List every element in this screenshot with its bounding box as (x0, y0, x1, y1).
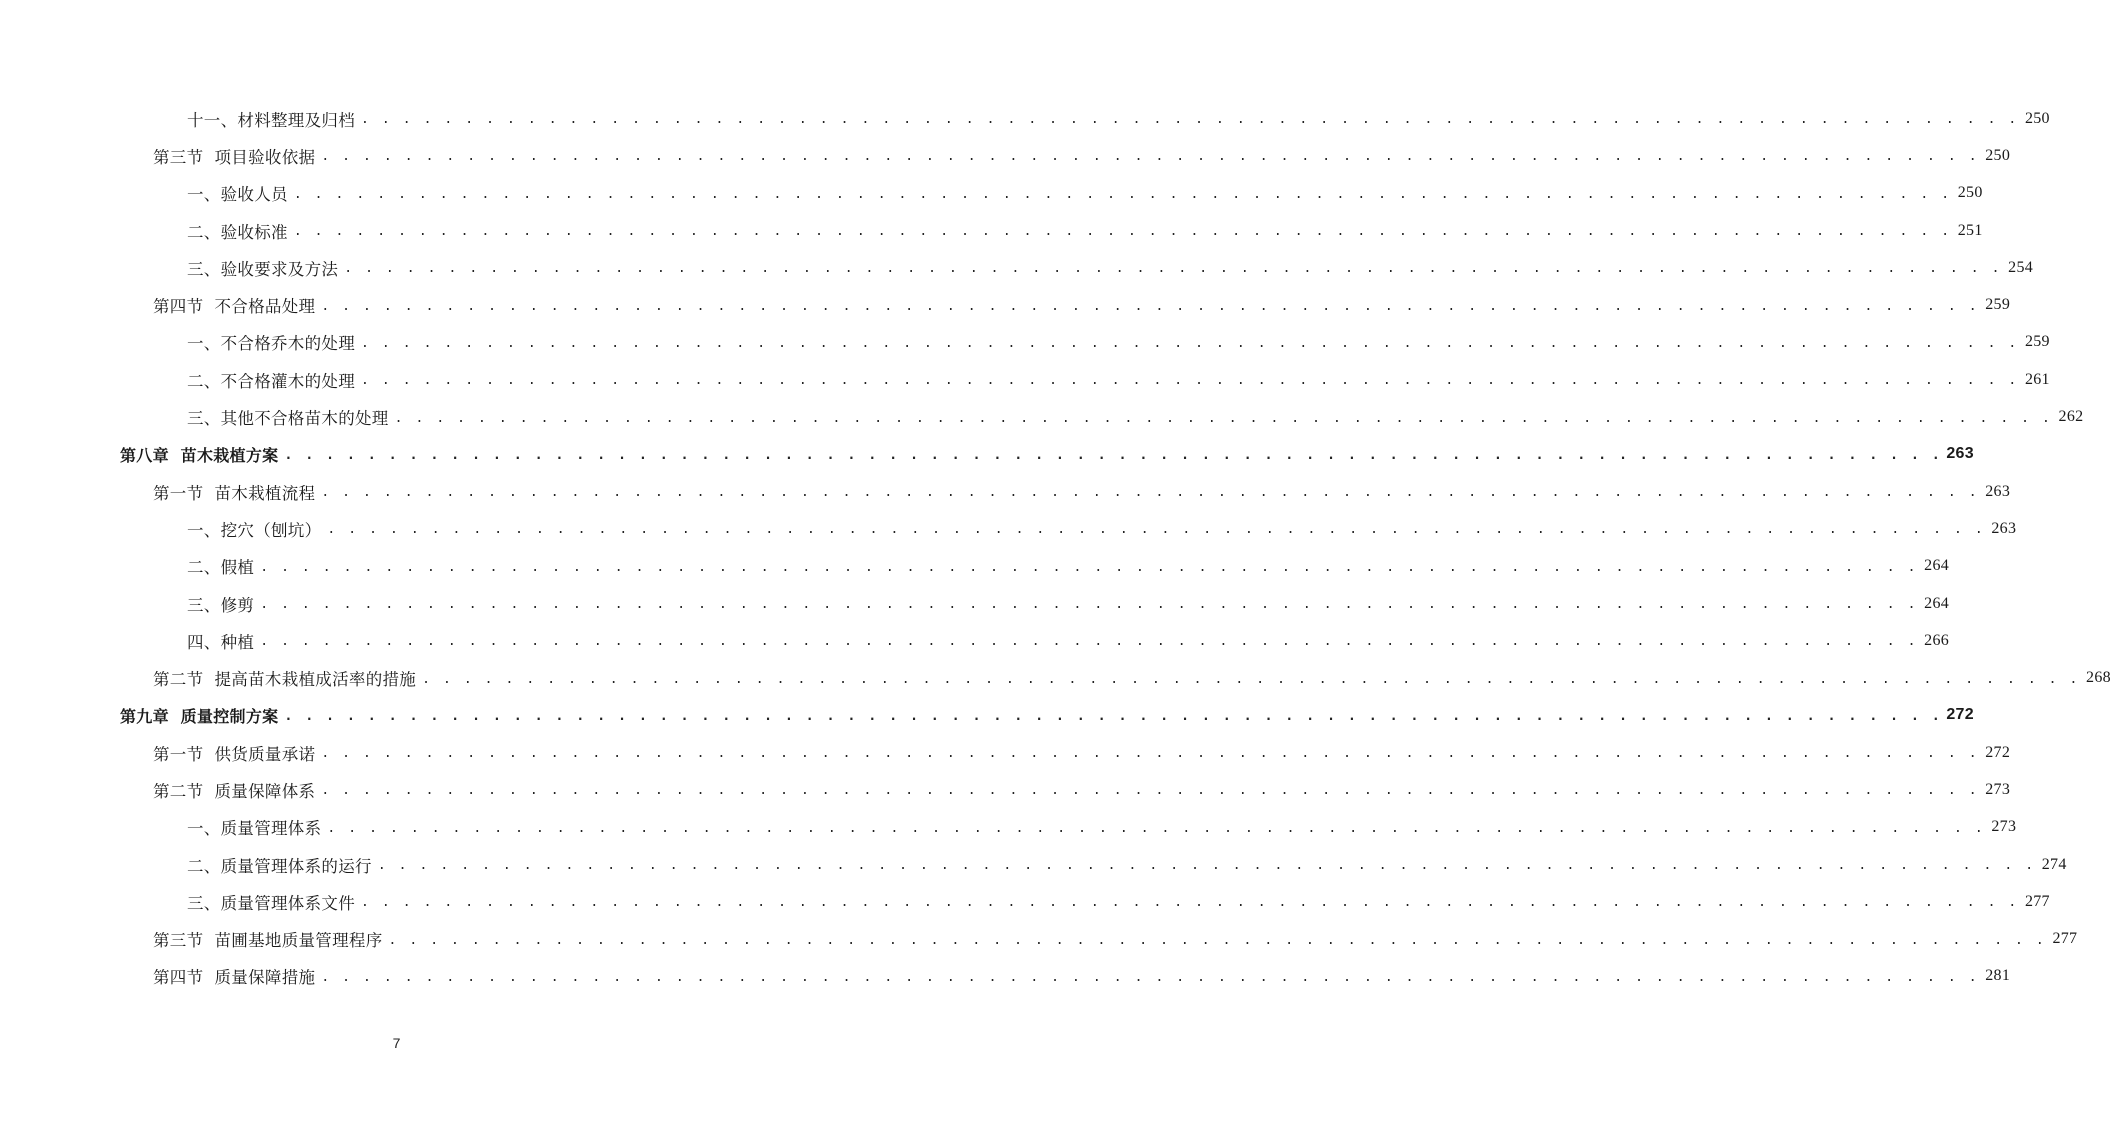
toc-dot-leader: . . . . . . . . . . . . . . . . . . . . . . . . . . . . . . . . . . . . . . . . . . . . . . . . . . . . . . . . . . . . . . . . . . . . . . . . . . . . . . . . (293, 186, 1952, 202)
toc-entry-title: 质量保障措施 (214, 968, 316, 988)
toc-dot-leader: . . . . . . . . . . . . . . . . . . . . . . . . . . . . . . . . . . . . . . . . . . . . . . . . . . . . . . . . . . . . . . . . . . . . . . . . . . . . . . . . (284, 447, 1943, 463)
toc-entry-number: 四、 (187, 632, 221, 652)
toc-section-entry[interactable] (0, 958, 2011, 995)
toc-entry-title: 提高苗木栽植成活率的措施 (214, 670, 417, 690)
toc-entry-page: 281 (1985, 967, 2011, 985)
toc-entry-page: 261 (2024, 370, 2050, 388)
toc-entry-page: 266 (1924, 631, 1950, 649)
toc-entry-title: 质量保障体系 (214, 781, 316, 801)
toc-dot-leader: . . . . . . . . . . . . . . . . . . . . . . . . . . . . . . . . . . . . . . . . . . . . . . . . . . . . . . . . . . . . . . . . . . . . . . . . . . . . . . . . (422, 671, 2080, 687)
toc-dot-leader: . . . . . . . . . . . . . . . . . . . . . . . . . . . . . . . . . . . . . . . . . . . . . . . . . . . . . . . . . . . . . . . . . . . . . . . . . . . . . . . . (284, 708, 1943, 724)
toc-entry-number: 三、 (187, 259, 221, 279)
toc-subsection-entry[interactable] (0, 809, 2017, 846)
toc-entry-page: 264 (1924, 557, 1950, 575)
toc-entry-page: 251 (1957, 221, 1983, 239)
toc-entry-number: 一、 (187, 334, 221, 354)
toc-entry-page: 250 (1957, 184, 1983, 202)
toc-subsection-entry[interactable] (0, 846, 2067, 883)
toc-subsection-entry[interactable] (0, 361, 2050, 398)
toc-entry-page: 273 (1991, 818, 2017, 836)
toc-dot-leader: . . . . . . . . . . . . . . . . . . . . . . . . . . . . . . . . . . . . . . . . . . . . . . . . . . . . . . . . . . . . . . . . . . . . . . . . . . . . . . . . (394, 410, 2053, 426)
toc-entry-title: 其他不合格苗木的处理 (220, 409, 389, 429)
toc-subsection-entry[interactable] (0, 398, 2084, 435)
toc-dot-leader: . . . . . . . . . . . . . . . . . . . . . . . . . . . . . . . . . . . . . . . . . . . . . . . . . . . . . . . . . . . . . . . . . . . . . . . . . . . . . . . . (321, 485, 1980, 501)
toc-section-entry[interactable] (0, 771, 2011, 808)
toc-entry-number: 第二节 (153, 670, 215, 690)
toc-entry-title: 材料整理及归档 (237, 110, 356, 130)
toc-entry-page: 250 (2024, 109, 2050, 127)
toc-entry-number: 三、 (187, 409, 221, 429)
toc-entry-title: 项目验收依据 (214, 147, 316, 167)
toc-dot-leader: . . . . . . . . . . . . . . . . . . . . . . . . . . . . . . . . . . . . . . . . . . . . . . . . . . . . . . . . . . . . . . . . . . . . . . . . . . . . . . . . (361, 373, 2019, 389)
toc-entry-title: 种植 (220, 632, 255, 652)
toc-entry-number: 第一节 (153, 483, 215, 503)
toc-entry-title: 质量控制方案 (180, 706, 279, 726)
toc-entry-page: 272 (1946, 706, 1974, 724)
toc-dot-leader: . . . . . . . . . . . . . . . . . . . . . . . . . . . . . . . . . . . . . . . . . . . . . . . . . . . . . . . . . . . . . . . . . . . . . . . . . . . . . . . . (321, 149, 1980, 165)
toc-entry-title: 不合格乔木的处理 (220, 334, 356, 354)
toc-entry-number: 二、 (187, 558, 221, 578)
toc-entry-number: 一、 (187, 185, 221, 205)
toc-entry-number: 十一、 (187, 110, 238, 130)
toc-section-entry[interactable] (0, 659, 2111, 696)
toc-entry-title: 苗木栽植流程 (214, 483, 316, 503)
toc-entry-title: 验收要求及方法 (220, 259, 339, 279)
toc-entry-page: 272 (1985, 743, 2011, 761)
toc-entry-number: 第一节 (153, 744, 215, 764)
toc-dot-leader: . . . . . . . . . . . . . . . . . . . . . . . . . . . . . . . . . . . . . . . . . . . . . . . . . . . . . . . . . . . . . . . . . . . . . . . . . . . . . . . . (361, 895, 2019, 911)
toc-dot-leader: . . . . . . . . . . . . . . . . . . . . . . . . . . . . . . . . . . . . . . . . . . . . . . . . . . . . . . . . . . . . . . . . . . . . . . . . . . . . . . . . (293, 224, 1952, 240)
toc-dot-leader: . . . . . . . . . . . . . . . . . . . . . . . . . . . . . . . . . . . . . . . . . . . . . . . . . . . . . . . . . . . . . . . . . . . . . . . . . . . . . . . . (321, 783, 1980, 799)
toc-dot-leader: . . . . . . . . . . . . . . . . . . . . . . . . . . . . . . . . . . . . . . . . . . . . . . . . . . . . . . . . . . . . . . . . . . . . . . . . . . . . . . . . (321, 969, 1980, 985)
toc-entry-number: 第三节 (153, 931, 215, 951)
toc-entry-page: 277 (2024, 892, 2050, 910)
toc-dot-leader: . . . . . . . . . . . . . . . . . . . . . . . . . . . . . . . . . . . . . . . . . . . . . . . . . . . . . . . . . . . . . . . . . . . . . . . . . . . . . . . . (321, 298, 1980, 314)
toc-subsection-entry[interactable] (0, 883, 2050, 920)
toc-subsection-entry[interactable] (0, 324, 2050, 361)
toc-entry-title: 质量管理体系 (220, 819, 322, 839)
toc-dot-leader: . . . . . . . . . . . . . . . . . . . . . . . . . . . . . . . . . . . . . . . . . . . . . . . . . . . . . . . . . . . . . . . . . . . . . . . . . . . . . . . . (321, 746, 1980, 762)
toc-entry-page: 259 (2024, 333, 2050, 351)
toc-entry-title: 修剪 (220, 595, 255, 615)
toc-entry-page: 263 (1946, 445, 1974, 463)
toc-subsection-entry[interactable] (0, 212, 1983, 249)
toc-entry-title: 验收标准 (220, 222, 288, 242)
toc-subsection-entry[interactable] (0, 175, 1983, 212)
toc-section-entry[interactable] (0, 473, 2011, 510)
toc-entry-title: 质量管理体系的运行 (220, 856, 372, 876)
toc-entry-page: 274 (2041, 855, 2067, 873)
toc-entry-number: 第二节 (153, 781, 215, 801)
toc-entry-page: 254 (2008, 258, 2034, 276)
toc-entry-page: 250 (1985, 146, 2011, 164)
toc-entry-number: 一、 (187, 819, 221, 839)
toc-dot-leader: . . . . . . . . . . . . . . . . . . . . . . . . . . . . . . . . . . . . . . . . . . . . . . . . . . . . . . . . . . . . . . . . . . . . . . . . . . . . . . . . (388, 932, 2047, 948)
toc-section-entry[interactable] (0, 734, 2011, 771)
toc-entry-title: 假植 (220, 558, 255, 578)
toc-subsection-entry[interactable] (0, 510, 2017, 547)
toc-entry-title: 苗圃基地质量管理程序 (214, 931, 383, 951)
toc-entry-number: 三、 (187, 595, 221, 615)
toc-entry-number: 三、 (187, 893, 221, 913)
toc-entry-number: 第四节 (153, 297, 215, 317)
toc-entry-title: 挖穴（刨坑） (220, 520, 322, 540)
toc-dot-leader: . . . . . . . . . . . . . . . . . . . . . . . . . . . . . . . . . . . . . . . . . . . . . . . . . . . . . . . . . . . . . . . . . . . . . . . . . . . . . . . . (260, 559, 1919, 575)
toc-section-entry[interactable] (0, 921, 2078, 958)
toc-subsection-entry[interactable] (0, 100, 2050, 137)
toc-entry-number: 二、 (187, 222, 221, 242)
toc-dot-leader: . . . . . . . . . . . . . . . . . . . . . . . . . . . . . . . . . . . . . . . . . . . . . . . . . . . . . . . . . . . . . . . . . . . . . . . . . . . . . . . . (344, 261, 2003, 277)
toc-subsection-entry[interactable] (0, 249, 2034, 286)
toc-entry-page: 264 (1924, 594, 1950, 612)
toc-chapter-entry[interactable] (0, 697, 1974, 734)
toc-chapter-entry[interactable] (0, 436, 1974, 473)
table-of-contents (0, 100, 2111, 995)
toc-dot-leader: . . . . . . . . . . . . . . . . . . . . . . . . . . . . . . . . . . . . . . . . . . . . . . . . . . . . . . . . . . . . . . . . . . . . . . . . . . . . . . . . (327, 820, 1986, 836)
toc-entry-title: 苗木栽植方案 (180, 445, 279, 465)
toc-dot-leader: . . . . . . . . . . . . . . . . . . . . . . . . . . . . . . . . . . . . . . . . . . . . . . . . . . . . . . . . . . . . . . . . . . . . . . . . . . . . . . . . (260, 597, 1919, 612)
toc-entry-number: 二、 (187, 371, 221, 391)
toc-entry-number: 二、 (187, 856, 221, 876)
toc-entry-number: 第四节 (153, 968, 215, 988)
toc-entry-page: 277 (2052, 930, 2078, 948)
toc-entry-number: 第八章 (120, 445, 181, 465)
toc-entry-title: 不合格灌木的处理 (220, 371, 356, 391)
toc-entry-title: 供货质量承诺 (214, 744, 316, 764)
toc-entry-title: 不合格品处理 (214, 297, 316, 317)
page-number: 7 (392, 1035, 401, 1051)
toc-entry-title: 验收人员 (220, 185, 288, 205)
toc-entry-page: 273 (1985, 780, 2011, 798)
toc-section-entry[interactable] (0, 137, 2011, 174)
toc-entry-number: 一、 (187, 520, 221, 540)
toc-entry-title: 质量管理体系文件 (220, 893, 356, 913)
toc-entry-page: 268 (2086, 669, 2111, 687)
toc-subsection-entry[interactable] (0, 548, 1950, 585)
toc-entry-number: 第三节 (153, 147, 215, 167)
toc-dot-leader: . . . . . . . . . . . . . . . . . . . . . . . . . . . . . . . . . . . . . . . . . . . . . . . . . . . . . . . . . . . . . . . . . . . . . . . . . . . . . . . . (327, 522, 1986, 538)
toc-dot-leader: . . . . . . . . . . . . . . . . . . . . . . . . . . . . . . . . . . . . . . . . . . . . . . . . . . . . . . . . . . . . . . . . . . . . . . . . . . . . . . . . (361, 112, 2019, 128)
toc-entry-page: 262 (2058, 408, 2084, 426)
toc-entry-page: 263 (1991, 519, 2017, 537)
toc-dot-leader: . . . . . . . . . . . . . . . . . . . . . . . . . . . . . . . . . . . . . . . . . . . . . . . . . . . . . . . . . . . . . . . . . . . . . . . . . . . . . . . . (361, 335, 2019, 351)
toc-subsection-entry[interactable] (0, 622, 1950, 659)
toc-dot-leader: . . . . . . . . . . . . . . . . . . . . . . . . . . . . . . . . . . . . . . . . . . . . . . . . . . . . . . . . . . . . . . . . . . . . . . . . . . . . . . . . (260, 634, 1919, 650)
toc-entry-page: 263 (1985, 482, 2011, 500)
toc-entry-page: 259 (1985, 296, 2011, 314)
toc-subsection-entry[interactable] (0, 585, 1950, 622)
toc-dot-leader: . . . . . . . . . . . . . . . . . . . . . . . . . . . . . . . . . . . . . . . . . . . . . . . . . . . . . . . . . . . . . . . . . . . . . . . . . . . . . . . . (377, 858, 2036, 874)
toc-entry-number: 第九章 (120, 706, 181, 726)
toc-section-entry[interactable] (0, 286, 2011, 323)
